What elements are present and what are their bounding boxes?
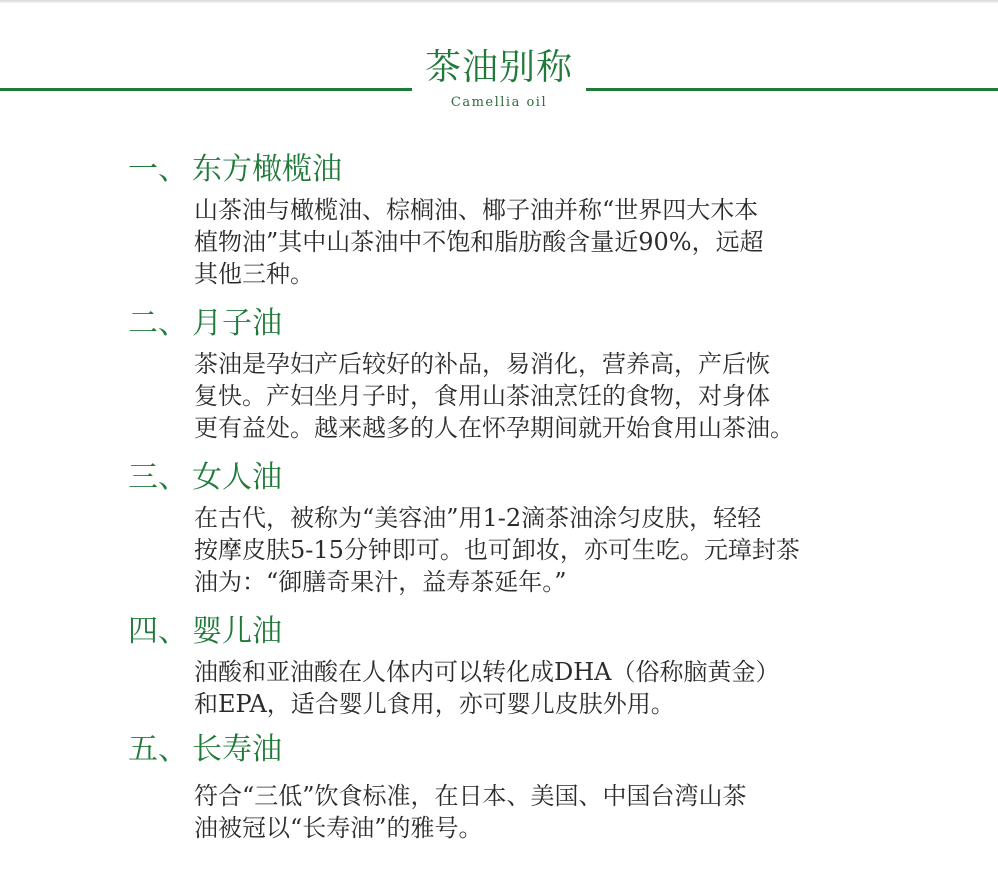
section-body: [194, 502, 844, 598]
section-5: [128, 730, 888, 844]
body-line: 植物油”其中山茶油中不饱和脂肪酸含量近90%，远超: [194, 228, 764, 256]
body-line: 油酸和亚油酸在人体内可以转化成DHA（俗称脑黄金）: [194, 658, 780, 686]
body-line: 按摩皮肤5-15分钟即可。也可卸妆，亦可生吃。元璋封茶: [194, 536, 800, 564]
body-line: 符合“三低”饮食标准，在日本、美国、中国台湾山茶: [194, 782, 747, 810]
page-subtitle: Camellia oil: [450, 95, 548, 110]
section-4: [128, 612, 888, 720]
section-number: 一、: [128, 152, 188, 187]
body-line: 油为：“御膳奇果汁，益寿茶延年。”: [194, 568, 567, 596]
section-title: 女人油: [192, 460, 282, 495]
section-2: [128, 304, 888, 444]
section-heading: [128, 612, 888, 652]
section-body: [194, 656, 844, 720]
section-title: 月子油: [192, 306, 282, 341]
section-title: 东方橄榄油: [192, 152, 342, 187]
section-number: 五、: [128, 732, 188, 767]
page-title: 茶油别称: [424, 47, 573, 88]
body-line: 更有益处。越来越多的人在怀孕期间就开始食用山茶油。: [194, 414, 794, 442]
section-number: 二、: [128, 306, 188, 341]
body-line: 和EPA，适合婴儿食用，亦可婴儿皮肤外用。: [194, 690, 675, 718]
section-3: [128, 458, 888, 598]
section-body: [194, 348, 844, 444]
body-line: 茶油是孕妇产后较好的补品，易消化，营养高，产后恢: [194, 350, 770, 378]
section-body: [194, 194, 844, 290]
title-rule-right: [586, 88, 998, 91]
body-line: 复快。产妇坐月子时，食用山茶油烹饪的食物，对身体: [194, 382, 770, 410]
body-line: 油被冠以“长寿油”的雅号。: [194, 814, 483, 842]
section-title: 婴儿油: [192, 614, 282, 649]
section-number: 三、: [128, 460, 188, 495]
section-body: [194, 780, 844, 844]
section-heading: [128, 730, 888, 770]
title-rule-left: [0, 88, 412, 91]
body-line: 在古代，被称为“美容油”用1-2滴茶油涂匀皮肤，轻轻: [194, 504, 762, 532]
section-1: [128, 150, 888, 290]
body-line: 山茶油与橄榄油、棕榈油、椰子油并称“世界四大木本: [194, 196, 759, 224]
top-border-strip: [0, 0, 998, 3]
section-number: 四、: [128, 614, 188, 649]
section-heading: [128, 304, 888, 344]
body-line: 其他三种。: [194, 260, 314, 288]
section-title: 长寿油: [192, 732, 282, 767]
section-heading: [128, 458, 888, 498]
section-heading: [128, 150, 888, 190]
